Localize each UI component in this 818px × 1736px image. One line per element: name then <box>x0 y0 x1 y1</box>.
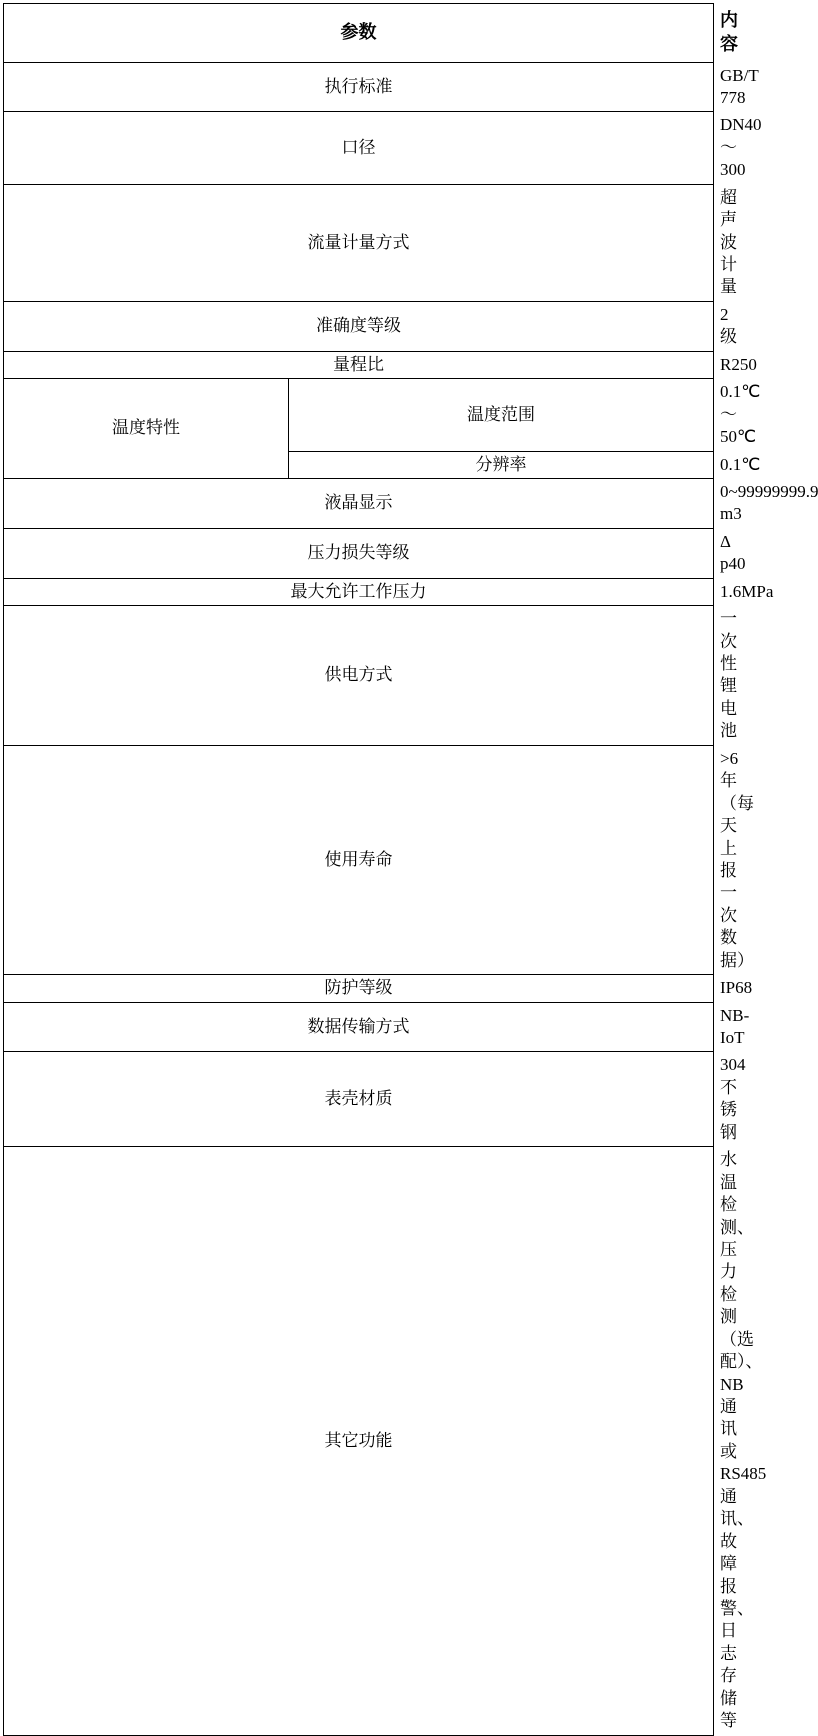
table-row-temperature-resolution: 分辨率 0.1℃ <box>4 451 714 478</box>
table-row: 最大允许工作压力 1.6MPa <box>4 578 714 605</box>
row-subparam-label: 温度范围 <box>289 379 714 451</box>
table-row: 流量计量方式 超声波计量 <box>4 184 714 301</box>
row-param-label: 口径 <box>4 112 714 184</box>
table-row: 防护等级 IP68 <box>4 975 714 1002</box>
row-param-label: 防护等级 <box>4 975 714 1002</box>
row-subparam-label: 分辨率 <box>289 451 714 478</box>
row-param-label: 量程比 <box>4 351 714 378</box>
table-row: 执行标准 GB/T 778 <box>4 62 714 112</box>
table-row: 口径 DN40～300 <box>4 112 714 184</box>
row-param-label-temperature: 温度特性 <box>4 379 289 479</box>
table-header-row: 参数 内容 <box>4 4 714 63</box>
row-param-label: 执行标准 <box>4 62 714 112</box>
specification-table <box>3 3 818 1736</box>
row-param-label: 压力损失等级 <box>4 528 714 578</box>
column-header-param: 参数 <box>4 4 714 63</box>
row-param-label: 最大允许工作压力 <box>4 578 714 605</box>
table-row: 使用寿命 >6 年（每天上报一次数据） <box>4 745 714 974</box>
table-row: 液晶显示 0~99999999.9 m3 <box>4 478 714 528</box>
table-row: 供电方式 一次性锂电池 <box>4 606 714 746</box>
row-param-label: 使用寿命 <box>4 745 714 974</box>
row-param-label: 数据传输方式 <box>4 1002 714 1052</box>
table-row: 压力损失等级 Δ p40 <box>4 528 714 578</box>
table-row-other-functions: 其它功能 水温检测、压力检测（选配）、NB 通讯或 RS485 通讯、故障报警、日志存储等 <box>4 1147 714 1735</box>
row-param-label: 其它功能 <box>4 1147 714 1735</box>
table-row: 准确度等级 2 级 <box>4 301 714 351</box>
table-row: 量程比 R250 <box>4 351 714 378</box>
row-param-label: 供电方式 <box>4 606 714 746</box>
table-row: 数据传输方式 NB-IoT <box>4 1002 714 1052</box>
row-param-label: 表壳材质 <box>4 1052 714 1147</box>
row-param-label: 流量计量方式 <box>4 184 714 301</box>
row-param-label: 液晶显示 <box>4 478 714 528</box>
table-row: 表壳材质 304 不锈钢 <box>4 1052 714 1147</box>
table-row-temperature-range: 温度特性 温度范围 0.1℃～50℃ <box>4 379 714 451</box>
row-param-label: 准确度等级 <box>4 301 714 351</box>
